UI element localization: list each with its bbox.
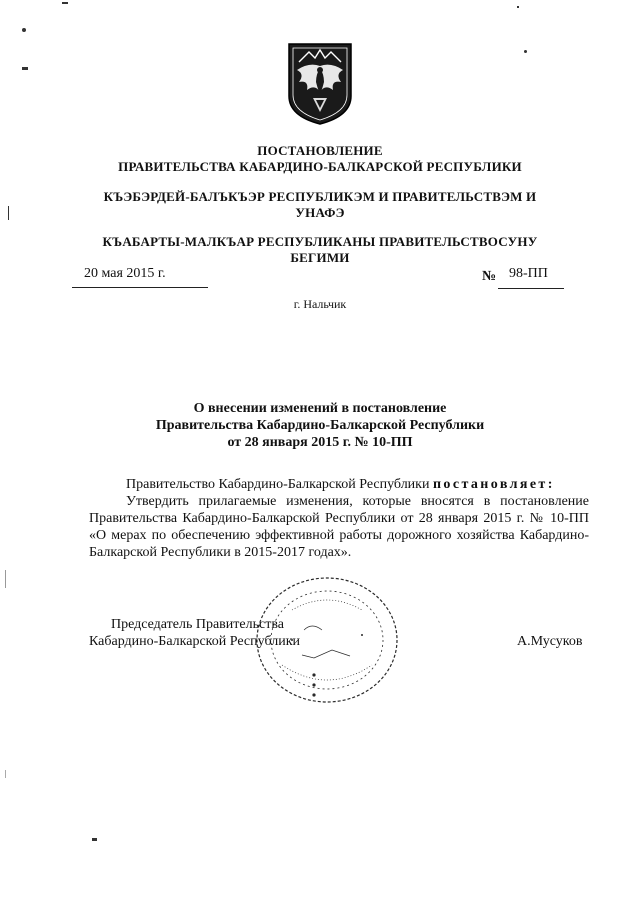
preamble-subject: Правительство Кабардино-Балкарской Республики bbox=[126, 477, 430, 492]
signatory-name: А.Мусуков bbox=[517, 634, 583, 649]
document-city: г. Нальчик bbox=[293, 297, 347, 311]
scan-mark bbox=[5, 770, 6, 778]
signatory-title-line2: Кабардино-Балкарской Республики bbox=[89, 634, 300, 649]
subject-line-3: от 28 января 2015 г. № 10-ПП bbox=[227, 435, 413, 450]
number-underline bbox=[498, 288, 564, 289]
signatory-title-line1: Председатель Правительства bbox=[111, 617, 284, 632]
government-name-kab-line1: КЪЭБЭРДЕЙ-БАЛЪКЪЭР РЕСПУБЛИКЭМ И ПРАВИТЕЛЬСТВЭМ И bbox=[103, 189, 537, 204]
government-name-bal-line1: КЪАБАРТЫ-МАЛКЪАР РЕСПУБЛИКАНЫ ПРАВИТЕЛЬСТВОСУНУ bbox=[102, 234, 538, 249]
scan-mark bbox=[517, 6, 519, 8]
scan-mark bbox=[92, 838, 97, 841]
document-number: 98-ПП bbox=[509, 266, 548, 281]
emblem-icon bbox=[285, 40, 355, 126]
scan-mark bbox=[22, 67, 28, 70]
decree-body-paragraph: Утвердить прилагаемые изменения, которые вносятся в постановление Правительства Кабардино-Балкарской Республики от 28 января 2015 г. № 10-ПП «О мерах по обеспечению эффективной работы дорожного хозяйства Кабардино-Балкарской Республики в 2015-2017 годах». bbox=[89, 494, 589, 560]
doc-type-title: ПОСТАНОВЛЕНИЕ bbox=[257, 143, 383, 158]
scan-mark bbox=[5, 570, 6, 588]
scan-mark bbox=[22, 28, 26, 32]
scan-mark bbox=[62, 2, 68, 4]
scan-mark bbox=[8, 206, 9, 220]
number-sign: № bbox=[482, 269, 497, 284]
government-name-kab-line2: УНАФЭ bbox=[295, 205, 345, 220]
subject-line-1: О внесении изменений в постановление bbox=[193, 401, 447, 416]
subject-line-2: Правительства Кабардино-Балкарской Республики bbox=[155, 418, 485, 433]
decree-preamble bbox=[126, 476, 596, 493]
scan-mark bbox=[524, 50, 527, 53]
date-underline bbox=[72, 287, 208, 288]
preamble-action: постановляет: bbox=[432, 477, 555, 492]
document-date: 20 мая 2015 г. bbox=[84, 266, 166, 281]
government-name-ru: ПРАВИТЕЛЬСТВА КАБАРДИНО-БАЛКАРСКОЙ РЕСПУБЛИКИ bbox=[118, 159, 522, 174]
government-name-bal-line2: БЕГИМИ bbox=[290, 250, 350, 265]
